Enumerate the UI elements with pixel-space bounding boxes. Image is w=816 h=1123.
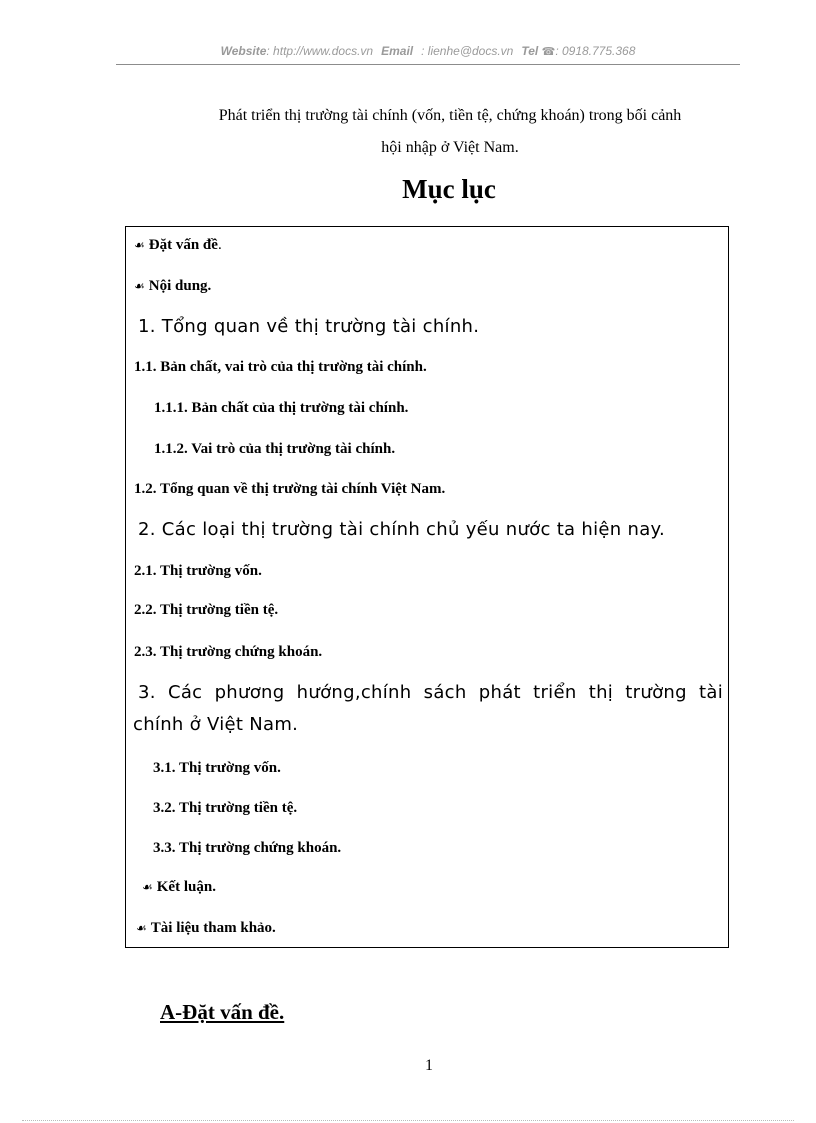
toc-item-1-2: 1.2. Tổng quan về thị trường tài chính Việt Nam.	[134, 481, 446, 497]
toc-item-1-1: 1.1. Bản chất, vai trò của thị trường tài chính.	[134, 359, 427, 375]
tel-value: : 0918.775.368	[555, 44, 636, 58]
toc-item-section-3-line1: 3. Các phương hướng,chính sách phát triển thị trường tài	[138, 682, 723, 703]
document-title-line1: Phát triển thị trường tài chính (vốn, tiền tệ, chứng khoán) trong bối cảnh	[218, 107, 682, 124]
email-value: : lienhe@docs.vn	[421, 44, 514, 58]
page-header	[116, 44, 740, 65]
pointing-hand-icon: ☙	[142, 880, 153, 894]
toc-item-2-3: 2.3. Thị trường chứng khoán.	[134, 644, 323, 660]
phone-icon: ☎	[541, 46, 556, 58]
toc-item-3-3: 3.3. Thị trường chứng khoán.	[153, 840, 342, 856]
document-title	[150, 100, 750, 164]
toc-item-3-1: 3.1. Thị trường vốn.	[153, 760, 281, 776]
toc-item-1-1-1: 1.1.1. Bản chất của thị trường tài chính.	[154, 400, 409, 416]
website-label: Website	[220, 44, 267, 58]
email-label: Email	[381, 44, 414, 58]
toc-item-2-2: 2.2. Thị trường tiền tệ.	[134, 602, 279, 618]
tel-label: Tel	[521, 44, 539, 58]
toc-item-2-1: 2.1. Thị trường vốn.	[134, 563, 262, 579]
toc-item-1-1-2: 1.1.2. Vai trò của thị trường tài chính.	[154, 441, 396, 457]
toc-item-section-2: 2. Các loại thị trường tài chính chủ yếu nước ta hiện nay.	[138, 519, 665, 540]
table-of-contents	[125, 226, 729, 948]
footer-divider	[22, 1120, 794, 1121]
section-heading: A-Đặt vấn đề.	[160, 1000, 285, 1024]
toc-item-noi-dung: ☙ Nội dung.	[134, 278, 212, 294]
pointing-hand-icon: ☙	[134, 279, 145, 293]
document-title-line2: hội nhập ở Việt Nam.	[381, 139, 519, 156]
toc-item-section-3-line2: chính ở Việt Nam.	[133, 714, 299, 735]
toc-item-section-1: 1. Tổng quan về thị trường tài chính.	[138, 316, 480, 337]
toc-item-ket-luan: ☙ Kết luận.	[142, 879, 216, 895]
toc-item-dat-van-de: ☙ Đặt vấn đề.	[134, 237, 222, 253]
pointing-hand-icon: ☙	[136, 921, 147, 935]
website-value: : http://www.docs.vn	[266, 44, 374, 58]
toc-item-tai-lieu: ☙ Tài liệu tham khảo.	[136, 920, 276, 936]
pointing-hand-icon: ☙	[134, 238, 145, 252]
page-number: 1	[425, 1057, 433, 1074]
toc-item-3-2: 3.2. Thị trường tiền tệ.	[153, 800, 298, 816]
toc-item-section-3	[133, 677, 723, 741]
toc-heading: Mục lục	[402, 174, 496, 204]
